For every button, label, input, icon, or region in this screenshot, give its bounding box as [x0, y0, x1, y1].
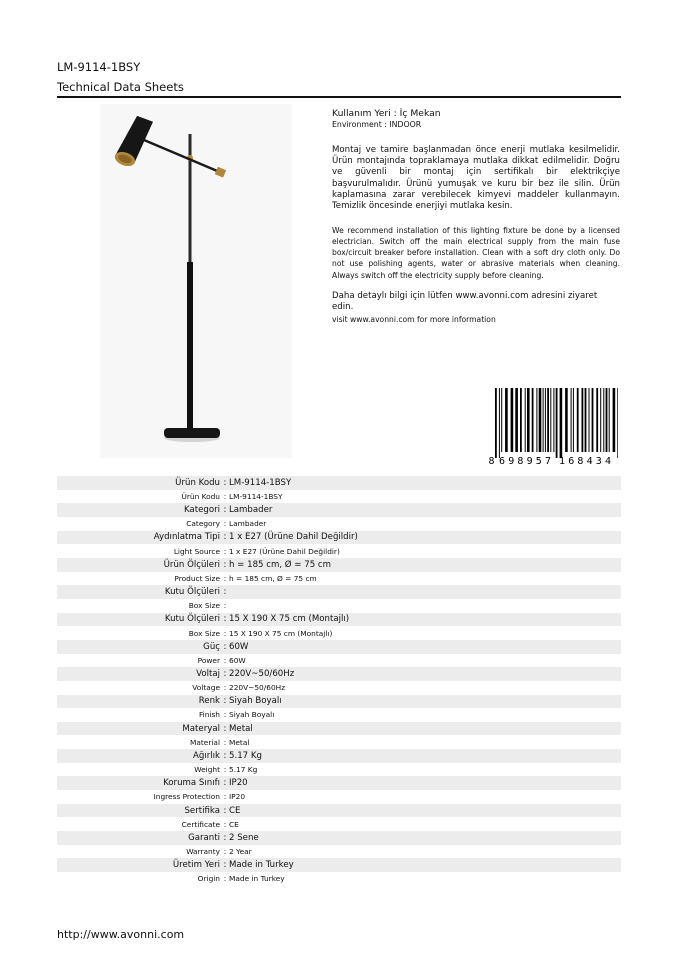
- barcode-bar: [532, 388, 534, 452]
- barcode-bar: [511, 388, 514, 452]
- footer-url[interactable]: http://www.avonni.com: [57, 928, 185, 941]
- barcode-bar: [550, 388, 551, 452]
- spec-label: Voltaj: [196, 669, 220, 680]
- spec-value: 60W: [229, 641, 249, 652]
- barcode-bar: [560, 388, 563, 458]
- spec-separator: :: [223, 778, 227, 789]
- spec-row: [57, 626, 621, 640]
- barcode-bar: [556, 388, 558, 458]
- spec-label: Product Size: [174, 573, 220, 583]
- barcode-bar: [573, 388, 574, 452]
- spec-row: [57, 776, 621, 790]
- spec-separator: :: [223, 683, 227, 693]
- spec-row: [57, 572, 621, 586]
- spec-separator: :: [223, 655, 227, 665]
- spec-row: [57, 503, 621, 517]
- spec-separator: :: [223, 723, 227, 734]
- spec-label: Materyal: [182, 723, 220, 734]
- barcode-bar: [495, 388, 497, 458]
- spec-value: IP20: [229, 778, 248, 789]
- spec-row: [57, 476, 621, 490]
- spec-label: Category: [186, 519, 220, 529]
- spec-separator: :: [223, 847, 227, 857]
- barcode-bar: [536, 388, 537, 452]
- spec-separator: :: [223, 710, 227, 720]
- spec-row: [57, 708, 621, 722]
- spec-value: 15 X 190 X 75 cm (Montajlı): [229, 614, 350, 625]
- spec-separator: :: [223, 765, 227, 775]
- spec-separator: :: [223, 546, 227, 556]
- spec-label: Ingress Protection: [153, 792, 220, 802]
- spec-separator: :: [223, 792, 227, 802]
- more-info-en: visit www.avonni.com for more information: [332, 314, 496, 324]
- barcode-digit: 9: [526, 456, 533, 467]
- barcode-bar: [606, 388, 608, 452]
- spec-separator: :: [223, 832, 227, 843]
- spec-row: [57, 872, 621, 886]
- spec-separator: :: [223, 669, 227, 680]
- spec-row: [57, 790, 621, 804]
- barcode-bar: [585, 388, 587, 452]
- safety-text-tr: Montaj ve tamire başlanmadan önce enerji mutlaka kesilmelidir. Ürün montajında topraklamaya mutlaka dikkat edilmelidir. Doğru ve güvenli bir montaj için sertifikalı bir elektrikçiye başvurulmalıdır. Ürünü yumuşak ve kuru bir bez ile silin. Ürün kaplamasına zarar verebilecek kimyevi maddeler kullanmayın. Temizlik öncesinde enerjiyi mutlaka kesin.: [332, 144, 620, 212]
- spec-label: Finish: [198, 710, 220, 720]
- spec-label: Güç: [203, 641, 220, 652]
- spec-label: Ağırlık: [192, 750, 220, 761]
- spec-label: Box Size: [188, 601, 220, 611]
- barcode-bar: [543, 388, 544, 452]
- barcode-bar: [539, 388, 542, 452]
- barcode-bar: [571, 388, 572, 452]
- spec-label: Ürün Ölçüleri: [163, 559, 220, 570]
- barcode-bar: [527, 388, 530, 452]
- spec-label: Ürün Kodu: [181, 491, 220, 501]
- spec-separator: :: [223, 737, 227, 747]
- spec-value: Metal: [229, 723, 253, 734]
- barcode-bar: [565, 388, 568, 452]
- spec-label: Garanti: [188, 832, 220, 843]
- barcode-graphic: [487, 388, 621, 468]
- spec-separator: :: [223, 519, 227, 529]
- barcode-bar: [613, 388, 616, 452]
- spec-value: Siyah Boyalı: [229, 710, 275, 720]
- spec-separator: :: [223, 874, 227, 884]
- spec-label: Kutu Ölçüleri: [164, 614, 220, 625]
- barcode-digit: 8: [488, 456, 495, 467]
- spec-separator: :: [223, 532, 227, 543]
- spec-value: 5.17 Kg: [229, 750, 262, 761]
- spec-value: LM-9114-1BSY: [229, 477, 292, 488]
- barcode-bar: [600, 388, 601, 452]
- spec-row: [57, 681, 621, 695]
- barcode-bar: [515, 388, 518, 452]
- barcode-digit: 4: [605, 456, 612, 467]
- spec-row: [57, 845, 621, 859]
- spec-label: Ürün Kodu: [175, 477, 220, 488]
- product-image: [100, 104, 292, 458]
- spec-label: Koruma Sınıfı: [163, 778, 220, 789]
- spec-row: [57, 749, 621, 763]
- barcode-bar: [545, 388, 546, 452]
- spec-row: [57, 858, 621, 872]
- spec-value: 60W: [229, 655, 246, 665]
- spec-row: [57, 831, 621, 845]
- spec-label: Box Size: [188, 628, 220, 638]
- barcode-bar: [582, 388, 584, 452]
- spec-label: Power: [197, 655, 220, 665]
- spec-separator: :: [223, 614, 227, 625]
- usage-info: [332, 108, 620, 325]
- floor-lamp-illustration: [100, 104, 292, 458]
- barcode-bar: [501, 388, 502, 452]
- spec-label: Sertifika: [184, 805, 220, 816]
- spec-value: 2 Sene: [229, 832, 259, 843]
- spec-label: Certificate: [181, 819, 220, 829]
- spec-value: 1 x E27 (Ürüne Dahil Değildir): [229, 532, 358, 543]
- spec-row: [57, 735, 621, 749]
- barcode-bar: [520, 388, 522, 452]
- barcode-digit: 6: [568, 456, 575, 467]
- barcode-bar: [577, 388, 579, 452]
- spec-label: Kategori: [183, 505, 220, 516]
- barcode-bar: [505, 388, 508, 452]
- spec-value: h = 185 cm, Ø = 75 cm: [229, 573, 317, 583]
- spec-value: 220V~50/60Hz: [229, 683, 286, 693]
- environment-en: Environment : INDOOR: [332, 120, 422, 130]
- spec-label: Kutu Ölçüleri: [164, 587, 220, 598]
- spec-separator: :: [223, 601, 227, 611]
- spec-row: [57, 817, 621, 831]
- spec-value: Lambader: [229, 519, 267, 529]
- spec-separator: :: [223, 641, 227, 652]
- spec-separator: :: [223, 587, 227, 598]
- spec-row: [57, 640, 621, 654]
- spec-separator: :: [223, 805, 227, 816]
- spec-row: [57, 667, 621, 681]
- barcode-bar: [499, 388, 500, 458]
- barcode-bar: [603, 388, 604, 452]
- spec-row: [57, 613, 621, 627]
- spec-row: [57, 544, 621, 558]
- barcode: [487, 388, 621, 468]
- spec-separator: :: [223, 819, 227, 829]
- spec-label: Üretim Yeri: [172, 860, 220, 871]
- barcode-digit: 3: [595, 456, 602, 467]
- barcode-digit: 8: [577, 456, 584, 467]
- spec-value: 5.17 Kg: [229, 765, 258, 775]
- barcode-digit: 4: [586, 456, 593, 467]
- barcode-bar: [609, 388, 610, 452]
- spec-separator: :: [223, 477, 227, 488]
- spec-label: Renk: [198, 696, 220, 707]
- spec-value: Metal: [229, 737, 250, 747]
- spec-value: 2 Year: [229, 847, 252, 857]
- spec-value: CE: [229, 805, 241, 816]
- spec-separator: :: [223, 573, 227, 583]
- spec-separator: :: [223, 491, 227, 501]
- safety-text-en: We recommend installation of this lighting fixture be done by a licensed electrician. Switch off the main electrical supply from the main fuse box/circuit breaker before installation. Clean with a soft dry cloth only. Do not use polishing agents, water or abrasive materials when cleaning. Always switch off the electricity supply before cleaning.: [332, 225, 620, 280]
- barcode-bar: [596, 388, 598, 452]
- spec-value: 1 x E27 (Ürüne Dahil Değildir): [229, 546, 340, 556]
- document-title: Technical Data Sheets: [57, 80, 184, 94]
- barcode-digit: 8: [517, 456, 524, 467]
- spec-label: Aydınlatma Tipi: [153, 532, 220, 543]
- spec-label: Voltage: [192, 683, 220, 693]
- more-info-tr: Daha detaylı bilgi için lütfen www.avonni.com adresini ziyaret edin.: [332, 291, 598, 313]
- barcode-digit: 6: [499, 456, 506, 467]
- barcode-bar: [592, 388, 594, 452]
- spec-label: Light Source: [173, 546, 220, 556]
- spec-value: Lambader: [229, 505, 273, 516]
- spec-value: Made in Turkey: [229, 874, 285, 884]
- spec-value: 220V~50/60Hz: [229, 669, 295, 680]
- spec-row: [57, 654, 621, 668]
- spec-label: Material: [189, 737, 220, 747]
- barcode-digit: 5: [535, 456, 542, 467]
- spec-value: 15 X 190 X 75 cm (Montajlı): [229, 628, 333, 638]
- spec-separator: :: [223, 559, 227, 570]
- spec-row: [57, 722, 621, 736]
- spec-value: IP20: [229, 792, 246, 802]
- spec-separator: :: [223, 628, 227, 638]
- spec-row: [57, 558, 621, 572]
- barcode-bar: [553, 388, 554, 452]
- barcode-digit: 9: [508, 456, 515, 467]
- spec-row: [57, 490, 621, 504]
- spec-value: Made in Turkey: [229, 860, 294, 871]
- barcode-digit: 7: [545, 456, 552, 467]
- spec-value: h = 185 cm, Ø = 75 cm: [229, 559, 331, 570]
- barcode-bar: [617, 388, 618, 458]
- spec-separator: :: [223, 860, 227, 871]
- spec-row: [57, 531, 621, 545]
- barcode-bar: [589, 388, 590, 452]
- spec-row: [57, 599, 621, 613]
- spec-row: [57, 695, 621, 709]
- barcode-bar: [525, 388, 526, 452]
- product-code-heading: LM-9114-1BSY: [57, 60, 141, 74]
- barcode-bar: [547, 388, 549, 452]
- spec-separator: :: [223, 696, 227, 707]
- header-divider: [57, 96, 621, 98]
- spec-row: [57, 763, 621, 777]
- spec-value: CE: [229, 819, 239, 829]
- spec-label: Origin: [197, 874, 220, 884]
- spec-row: [57, 517, 621, 531]
- spec-row: [57, 585, 621, 599]
- spec-label: Warranty: [186, 847, 220, 857]
- spec-value: LM-9114-1BSY: [229, 491, 283, 501]
- spec-row: [57, 804, 621, 818]
- spec-label: Weight: [194, 765, 220, 775]
- environment-tr: Kullanım Yeri : İç Mekan: [332, 108, 441, 119]
- barcode-digit: 1: [559, 456, 566, 467]
- spec-table: [57, 476, 621, 886]
- spec-value: Siyah Boyalı: [229, 696, 282, 707]
- spec-separator: :: [223, 505, 227, 516]
- spec-separator: :: [223, 750, 227, 761]
